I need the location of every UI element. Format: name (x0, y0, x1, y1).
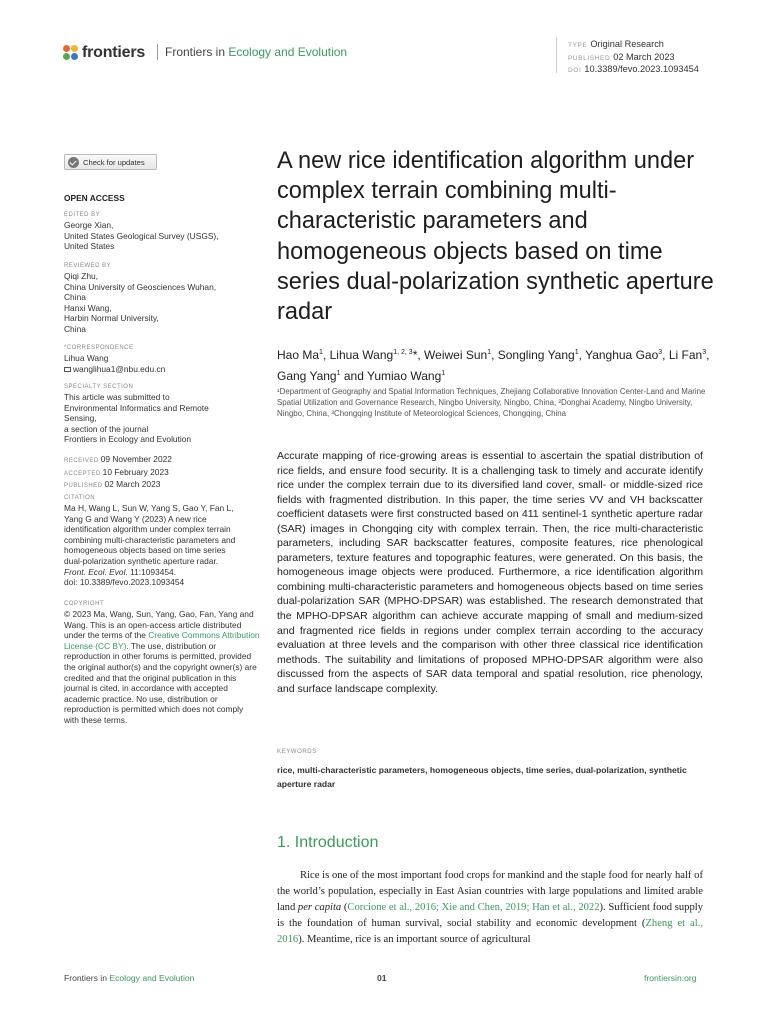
author-affiliation-marker: 1, 2, 3 (393, 349, 413, 356)
article-meta: TYPE Original Research PUBLISHED 02 March 2023 DOI 10.3389/fevo.2023.1093454 (568, 39, 699, 74)
author-affiliation-marker: 3 (658, 349, 663, 356)
author-name[interactable]: Hao Ma (277, 348, 320, 362)
open-access-label: OPEN ACCESS (64, 193, 125, 203)
correspondence-email[interactable]: wanglihua1@nbu.edu.cn (73, 363, 166, 374)
keywords-label: KEYWORDS (277, 749, 317, 755)
author-separator: *, (412, 348, 425, 362)
citation-doi[interactable]: doi: 10.3389/fevo.2023.1093454 (64, 577, 185, 588)
meta-divider (556, 37, 557, 73)
mail-icon (64, 367, 71, 372)
check-icon (68, 157, 79, 168)
author-separator: , (491, 348, 498, 362)
author-affiliation-marker: 1 (487, 349, 492, 356)
author-name[interactable]: Lihua Wang (329, 348, 394, 362)
reviewed-by: REVIEWED BY Qiqi Zhu, China University of Geosciences Wuhan, China Hanxi Wang, Harbin Normal University, China (64, 263, 217, 334)
body-text: Rice is one of the most important food crops for mankind and the staple food for nearly half of the world’s population, especially in East Asian countries with large populations and limited arable land per capita (Corcione et al., 2016; Xie and Chen, 2019; Han et al., 2022). Sufficient food supply is the foundation of human survival, social stability and economic development (Zheng et al., 2016). Meantime, rice is an important source of agricultural (277, 870, 704, 945)
page-number: 01 (377, 973, 387, 983)
edited-by: EDITED BY George Xian, United States Geological Survey (USGS), United States (64, 212, 219, 252)
reference-link[interactable]: Corcione et al., 2016; Xie and Chen, 2019; Han et al., 2022 (347, 902, 600, 913)
footer-journal[interactable]: Frontiers in Ecology and Evolution (64, 973, 195, 983)
author-name[interactable]: Li Fan (668, 348, 703, 362)
sidebar-published-date: 02 March 2023 (104, 479, 161, 490)
author-affiliation-marker: 1 (336, 369, 341, 377)
author-separator: , (662, 348, 669, 362)
section-heading: 1. Introduction (277, 834, 379, 851)
specialty-section: SPECIALTY SECTION This article was submitted to Environmental Informatics and Remote Sensing, a section of the journal Frontiers in Ecology and Evolution (64, 384, 209, 445)
copyright: COPYRIGHT © 2023 Ma, Wang, Sun, Yang, Gao, Fan, Yang and Wang. This is an open-access article distributed under the terms of the Creative Commons Attribution License (CC BY). The use, distribution or reproduction in other forums is permitted, provided the original author(s) and the copyright owner(s) are credited and that the original publication in this journal is cited, in accordance with accepted academic practice. No use, distribution or reproduction is permitted which does not comply with these terms. (64, 601, 260, 725)
author-separator: and (340, 368, 367, 383)
author-name[interactable]: Yanghua Gao (585, 348, 659, 362)
brand-name: frontiers (82, 44, 146, 61)
article-title: A new rice identification algorithm under complex terrain combining multi-characteristic parameters and homogeneous objects based on time series dual-polarization synthetic aperture radar (277, 148, 714, 326)
affiliations: ¹Department of Geography and Spatial Information Techniques, Zhejiang Collaborative Innovation Center-Land and Marine Spatial Utilization and Governance Research, Ningbo University, Ningbo, China, ²Donghai Academy, Ningbo University, Ningbo, China, ³Chongqing Institute of Meteorological Sciences, Chongqing, China (277, 387, 706, 418)
author-affiliation-marker: 3 (702, 349, 707, 356)
doi[interactable]: 10.3389/fevo.2023.1093454 (584, 64, 699, 74)
published-date: 02 March 2023 (613, 51, 675, 62)
header-divider (157, 44, 158, 60)
author-affiliation-marker: 1 (441, 369, 446, 377)
citation: CITATION Ma H, Wang L, Sun W, Yang S, Gao Y, Fan L, Yang G and Wang Y (2023) A new rice identification algorithm under complex terrain combining multi-characteristic parameters and homogeneous objects based on time series dual-polarization synthetic aperture radar. Front. Ecol. Evol. 11:1093454. doi: 10.3389/fevo.2023.1093454 (64, 493, 264, 588)
author-separator: , (578, 348, 586, 362)
author-separator: , (706, 348, 710, 362)
author-name[interactable]: Yumiao Wang (367, 368, 442, 383)
cc-by-link[interactable]: Creative Commons Attribution License (CC BY) (64, 630, 260, 651)
author-affiliation-marker: 1 (574, 349, 579, 356)
author-separator: , (322, 348, 330, 362)
frontiers-logo-icon (63, 45, 79, 61)
author-affiliation-marker: 1 (319, 349, 323, 356)
journal-name[interactable]: Frontiers in Ecology and Evolution (165, 45, 348, 59)
author-list (277, 344, 717, 385)
accepted-date: 10 February 2023 (102, 466, 169, 477)
reference-link[interactable]: Zheng et al., 2016 (277, 918, 704, 945)
keywords: rice, multi-characteristic parameters, homogeneous objects, time series, dual-polarization, synthetic aperture radar (277, 765, 687, 789)
author-name[interactable]: Songling Yang (497, 348, 575, 362)
received-date: 09 November 2022 (100, 454, 172, 464)
abstract: Accurate mapping of rice-growing areas is essential to ascertain the spatial distribution of rice fields, and ensure food security. It is a challenging task to timely and accurate identify rice under the complex terrain due to its diversified land cover, small- or middle-sized rice fields with fragmented distribution. In this paper, the time series VV and VH backscatter coefficient datasets were first constructed based on 411 sentinel-1 synthetic aperture radar (SAR) images in Chongqing city with complex terrain. Then, the rice multi-characteristic parameters, including SAR backscatter features, composite features, rice phenological parameters, texture features and topographic features, were generated. On this basis, the homogeneous image objects were produced. Furthermore, a rice identification algorithm combining multi-characteristic parameters and homogeneous objects based on time series dual-polarization SAR (MPHO-DPSAR) was established. The research demonstrated that the MPHO-DPSAR algorithm can achieve accurate mapping of small and medium-sized and fragmented rice fields in regions under complex terrain according to the accuracy evaluation at three levels and the comparison with other three classical rice identification methods. The suitability and limitations of proposed MPHO-DPSAR algorithm were also discussed from the aspects of SAR data temporal and spatial resolution, rice phenology, and surface landscape complexity. (277, 450, 703, 695)
dates: RECEIVED 09 November 2022 ACCEPTED 10 February 2023 PUBLISHED 02 March 2023 (64, 454, 172, 490)
article-type: Original Research (590, 39, 664, 49)
author-name[interactable]: Weiwei Sun (424, 348, 488, 362)
check-updates-button[interactable]: Check for updates (64, 154, 157, 170)
author-name[interactable]: Gang Yang (277, 368, 337, 383)
frontiers-logo[interactable] (63, 43, 145, 63)
footer-site-link[interactable]: frontiersin.org (644, 973, 697, 983)
correspondence: *CORRESPONDENCE Lihua Wang wanglihua1@nbu.edu.cn (64, 345, 166, 374)
